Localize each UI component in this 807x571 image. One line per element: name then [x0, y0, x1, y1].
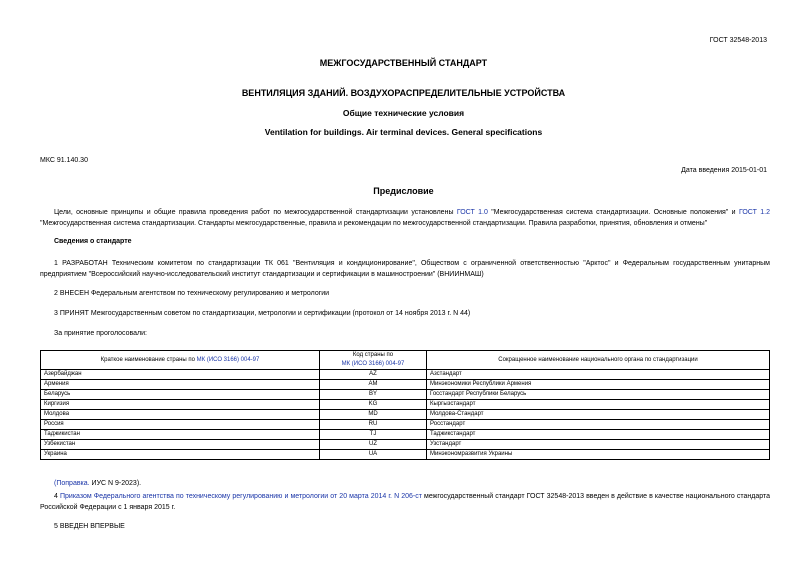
- code-cell: UZ: [320, 440, 427, 450]
- body-cell: Азстандарт: [427, 370, 770, 380]
- column-header-country: [41, 351, 320, 370]
- mks-code: МКС 91.140.30: [40, 157, 88, 164]
- table-row: [41, 430, 770, 440]
- item-2-submitted: 2 ВНЕСЕН Федеральным агентством по техническому регулированию и метрологии: [54, 290, 330, 297]
- body-cell: Молдова-Стандарт: [427, 410, 770, 420]
- table-row: [41, 420, 770, 430]
- country-cell: Беларусь: [41, 390, 320, 400]
- item-4-enacted: [40, 491, 770, 513]
- document-title: ВЕНТИЛЯЦИЯ ЗДАНИЙ. ВОЗДУХОРАСПРЕДЕЛИТЕЛЬНЫЕ УСТРОЙСТВА: [241, 88, 566, 98]
- code-cell: TJ: [320, 430, 427, 440]
- code-cell: AZ: [320, 370, 427, 380]
- item-5-introduced: 5 ВВЕДЕН ВПЕРВЫЕ: [54, 523, 125, 530]
- header-text: Код страны по: [352, 352, 394, 358]
- table-row: [41, 400, 770, 410]
- body-cell: Узстандарт: [427, 440, 770, 450]
- item-4-text: межгосударственный стандарт ГОСТ 32548-2013 введен в действие в качестве национального стандарта Российской Федерации с 1 января 2015 г.: [40, 493, 771, 511]
- effective-date: Дата введения 2015-01-01: [681, 167, 767, 174]
- code-cell: MD: [320, 410, 427, 420]
- country-cell: Украина: [41, 450, 320, 460]
- country-cell: Киргизия: [41, 400, 320, 410]
- country-cell: Молдова: [41, 410, 320, 420]
- country-cell: Армения: [41, 380, 320, 390]
- amendment-note: [54, 480, 141, 487]
- standard-type-heading: МЕЖГОСУДАРСТВЕННЫЙ СТАНДАРТ: [319, 58, 488, 68]
- amendment-text: ИУС N 9-2023).: [89, 480, 142, 487]
- gost-1-2-link[interactable]: ГОСТ 1.2: [738, 209, 770, 216]
- voted-label: За принятие проголосовали:: [54, 330, 147, 337]
- body-cell: Росстандарт: [427, 420, 770, 430]
- code-cell: KG: [320, 400, 427, 410]
- table-row: [41, 390, 770, 400]
- intro-text: "Межгосударственная система стандартизации. Основные положения" и: [487, 209, 739, 216]
- country-cell: Узбекистан: [41, 440, 320, 450]
- document-title-english: Ventilation for buildings. Air terminal devices. General specifications: [264, 127, 543, 137]
- mk-iso-3166-link[interactable]: МК (ИСО 3166) 004-97: [196, 356, 260, 363]
- code-cell: AM: [320, 380, 427, 390]
- item-1-developed: 1 РАЗРАБОТАН Техническим комитетом по стандартизации ТК 061 "Вентиляция и кондиционирование", Обществом с ограниченной ответственностью "Арктос" и Федеральным государственным унитарным предприятием "Всероссийский научно-исследовательский институт стандартизации и сертификации в машиностроении" (ВНИИНМАШ): [40, 260, 770, 278]
- preface-intro: [40, 207, 770, 229]
- column-header-body: Сокращенное наименование национального органа по стандартизации: [427, 351, 770, 370]
- voting-countries-table: [40, 350, 770, 460]
- table-row: [41, 450, 770, 460]
- column-header-code: [320, 351, 427, 370]
- body-cell: Госстандарт Республики Беларусь: [427, 390, 770, 400]
- country-cell: Россия: [41, 420, 320, 430]
- intro-text: "Межгосударственная система стандартизации. Стандарты межгосударственные, правила и рекомендации по межгосударственной стандартизации. Правила разработки, принятия, обновления и отмены": [40, 220, 708, 227]
- code-cell: UA: [320, 450, 427, 460]
- amendment-link[interactable]: (Поправка.: [54, 480, 90, 487]
- gost-1-0-link[interactable]: ГОСТ 1.0: [456, 209, 488, 216]
- item-3-adopted: 3 ПРИНЯТ Межгосударственным советом по стандартизации, метрологии и сертификации (протокол от 14 ноября 2013 г. N 44): [54, 310, 471, 317]
- code-cell: RU: [320, 420, 427, 430]
- standard-info-heading: Сведения о стандарте: [54, 238, 132, 245]
- body-cell: Минэкономики Республики Армения: [427, 380, 770, 390]
- table-row: [41, 410, 770, 420]
- table-row: [41, 380, 770, 390]
- table-row: [41, 370, 770, 380]
- code-cell: BY: [320, 390, 427, 400]
- mk-iso-3166-link[interactable]: МК (ИСО 3166) 004-97: [341, 361, 405, 367]
- document-subtitle: Общие технические условия: [342, 108, 465, 118]
- body-cell: Кыргызстандарт: [427, 400, 770, 410]
- country-cell: Азербайджан: [41, 370, 320, 380]
- header-text: Краткое наименование страны по: [100, 356, 197, 363]
- body-cell: Минэкономразвития Украины: [427, 450, 770, 460]
- body-cell: Таджикстандарт: [427, 430, 770, 440]
- intro-text: Цели, основные принципы и общие правила проведения работ по межгосударственной стандартизации установлены: [54, 209, 457, 216]
- table-row: [41, 440, 770, 450]
- table-header-row: [41, 351, 770, 370]
- order-link[interactable]: Приказом Федерального агентства по техническому регулированию и метрологии от 20 марта 2014 г. N 206-ст: [59, 493, 422, 500]
- country-cell: Таджикистан: [41, 430, 320, 440]
- preface-title: Предисловие: [373, 186, 434, 196]
- document-code: ГОСТ 32548-2013: [709, 37, 767, 44]
- item-number: 4: [54, 493, 60, 500]
